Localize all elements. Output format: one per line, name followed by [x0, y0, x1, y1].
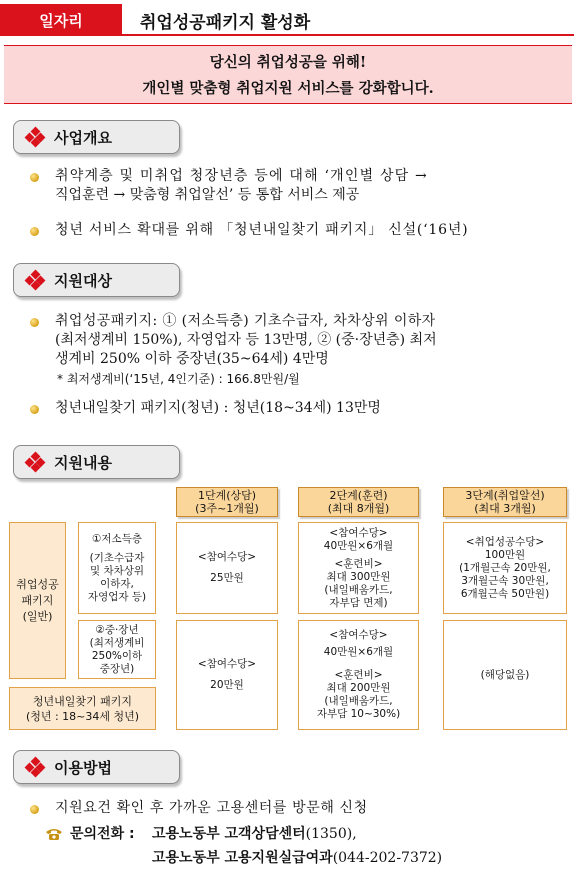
- text-line: <취업성공수당>: [465, 535, 545, 548]
- contact-1-number: (1350),: [305, 826, 357, 842]
- usage-item: 지원요건 확인 후 가까운 고용센터를 방문해 신청: [55, 800, 368, 816]
- text-line: <훈련비>: [334, 557, 383, 570]
- target-item-1: [55, 312, 575, 389]
- section-header-usage: [13, 750, 180, 784]
- banner-line-1: 당신의 취업성공을 위해!: [209, 54, 367, 71]
- bullet-icon: [30, 173, 39, 182]
- cell-row2-stage3: [443, 620, 567, 730]
- text-line: 직업훈련 → 맞춤형 취업알선’ 등 통합 서비스 제공: [55, 187, 360, 203]
- text-line: 취업성공: [16, 577, 59, 591]
- text-line: 40만원×6개월: [323, 646, 394, 658]
- cell-row1-stage1: [176, 522, 278, 614]
- text-line: 자영업자 등): [87, 590, 147, 603]
- footnote: * 최저생계비(‘15년, 4인기준) : 166.8만원/월: [57, 372, 300, 386]
- contact-1-name: 고용노동부 고객상담센터: [152, 826, 306, 842]
- section-title: 지원대상: [54, 271, 112, 290]
- section-header-content: [13, 445, 180, 479]
- text-line: (1개월근속 20만원,: [459, 561, 551, 574]
- stage-header-1: [176, 487, 278, 517]
- text-line: (청년 : 18~34세 청년): [25, 709, 140, 723]
- text-line: 25만원: [210, 572, 244, 584]
- text-line: (최저생계비 150%), 자영업자 등 13만명, ② (중·장년층) 최저: [55, 332, 437, 348]
- text-line: 100만원: [484, 548, 526, 561]
- cell-row2-stage2: [298, 620, 419, 730]
- text-line: 최대 300만원: [326, 570, 391, 583]
- section-title: 사업개요: [54, 128, 112, 147]
- bullet-icon: [30, 405, 39, 414]
- text-line: 최대 200만원: [326, 682, 391, 694]
- stage-duration: (최대 8개월): [327, 502, 390, 515]
- section-title: 이용방법: [54, 758, 112, 777]
- diamond-bullet-icon: [26, 453, 44, 471]
- text-line: 6개월근속 50만원): [460, 587, 550, 600]
- row-label-middle-aged: [78, 620, 156, 679]
- text-line: 패키지: [21, 593, 54, 607]
- stage-duration: (3주~1개월): [195, 502, 259, 515]
- text-line: 및 차차상위: [89, 564, 145, 577]
- banner-line-2: 개인별 맞춤형 취업지원 서비스를 강화합니다.: [142, 80, 434, 97]
- overview-item-2: 청년 서비스 확대를 위해 「청년내일찾기 패키지」 신설(‘16년): [55, 222, 469, 238]
- section-header-target: [13, 263, 180, 297]
- stage-name: 1단계(상담): [197, 489, 257, 502]
- text-line: 취업성공패키지: ① (저소득층) 기초수급자, 차차상위 이하자: [55, 313, 436, 329]
- stage-duration: (최대 3개월): [474, 502, 536, 515]
- bullet-icon: [30, 318, 39, 327]
- header-divider: [122, 34, 574, 36]
- text-line: (기초수급자: [89, 551, 145, 564]
- text-line: <참여수당>: [329, 629, 388, 641]
- row-label-low-income: [78, 522, 156, 614]
- bullet-icon: [30, 805, 39, 814]
- text-line: 자부담 10~30%): [316, 708, 401, 720]
- section-header-overview: [13, 120, 180, 154]
- text-line: 자부담 면제): [329, 596, 388, 609]
- text-line: (내일배움카드,: [324, 695, 393, 707]
- contact-2: [152, 848, 442, 868]
- contact-1: [152, 824, 357, 844]
- text-line: 청년내일찾기 패키지: [32, 694, 133, 708]
- cell-row2-stage1: [176, 620, 278, 730]
- text-line: ①저소득층: [92, 532, 142, 545]
- contact-label: 문의전화 :: [70, 826, 135, 842]
- text-line: <훈련비>: [334, 669, 383, 681]
- text-line: (일반): [22, 609, 53, 623]
- text-line: 40만원×6개월: [323, 539, 394, 552]
- diamond-bullet-icon: [26, 758, 44, 776]
- contact-2-name: 고용노동부 고용지원실급여과: [152, 850, 333, 866]
- text-line: (최저생계비: [89, 636, 145, 649]
- diamond-bullet-icon: [26, 271, 44, 289]
- text-line: (해당없음): [480, 668, 530, 681]
- stage-header-2: [298, 487, 419, 517]
- youth-package-label: [9, 687, 156, 730]
- headline-banner: [4, 45, 572, 104]
- stage-header-3: [443, 487, 567, 517]
- stage-name: 3단계(취업알선): [465, 489, 545, 502]
- contact-2-number: (044-202-7372): [332, 850, 443, 866]
- cell-row1-stage2: [298, 522, 419, 614]
- text-line: <참여수당>: [197, 551, 257, 563]
- page-title: 취업성공패키지 활성화: [140, 12, 311, 33]
- bullet-icon: [30, 227, 39, 236]
- section-title: 지원내용: [54, 453, 112, 472]
- overview-item-1: [55, 167, 575, 205]
- category-tag: 일자리: [0, 4, 122, 36]
- stage-name: 2단계(훈련): [329, 489, 388, 502]
- text-line: 250%이하: [91, 649, 143, 662]
- text-line: (내일배움카드,: [324, 583, 393, 596]
- text-line: 취약계층 및 미취업 청장년층 등에 대해 ‘개인별 상담 →: [55, 168, 428, 184]
- text-line: 이하자,: [100, 577, 134, 590]
- telephone-icon: [44, 826, 64, 842]
- diamond-bullet-icon: [26, 128, 44, 146]
- text-line: 중장년): [99, 662, 135, 675]
- text-line: 생계비 250% 이하 중장년(35~64세) 4만명: [55, 351, 329, 367]
- text-line: 3개월근속 30만원,: [461, 574, 549, 587]
- text-line: 20만원: [210, 679, 244, 691]
- text-line: <참여수당>: [329, 526, 388, 539]
- text-line: <참여수당>: [197, 658, 257, 670]
- group-label-general: [9, 522, 66, 679]
- text-line: ②중·장년: [95, 623, 139, 636]
- target-item-2: 청년내일찾기 패키지(청년) : 청년(18~34세) 13만명: [55, 400, 381, 416]
- cell-row1-stage3: [443, 522, 567, 614]
